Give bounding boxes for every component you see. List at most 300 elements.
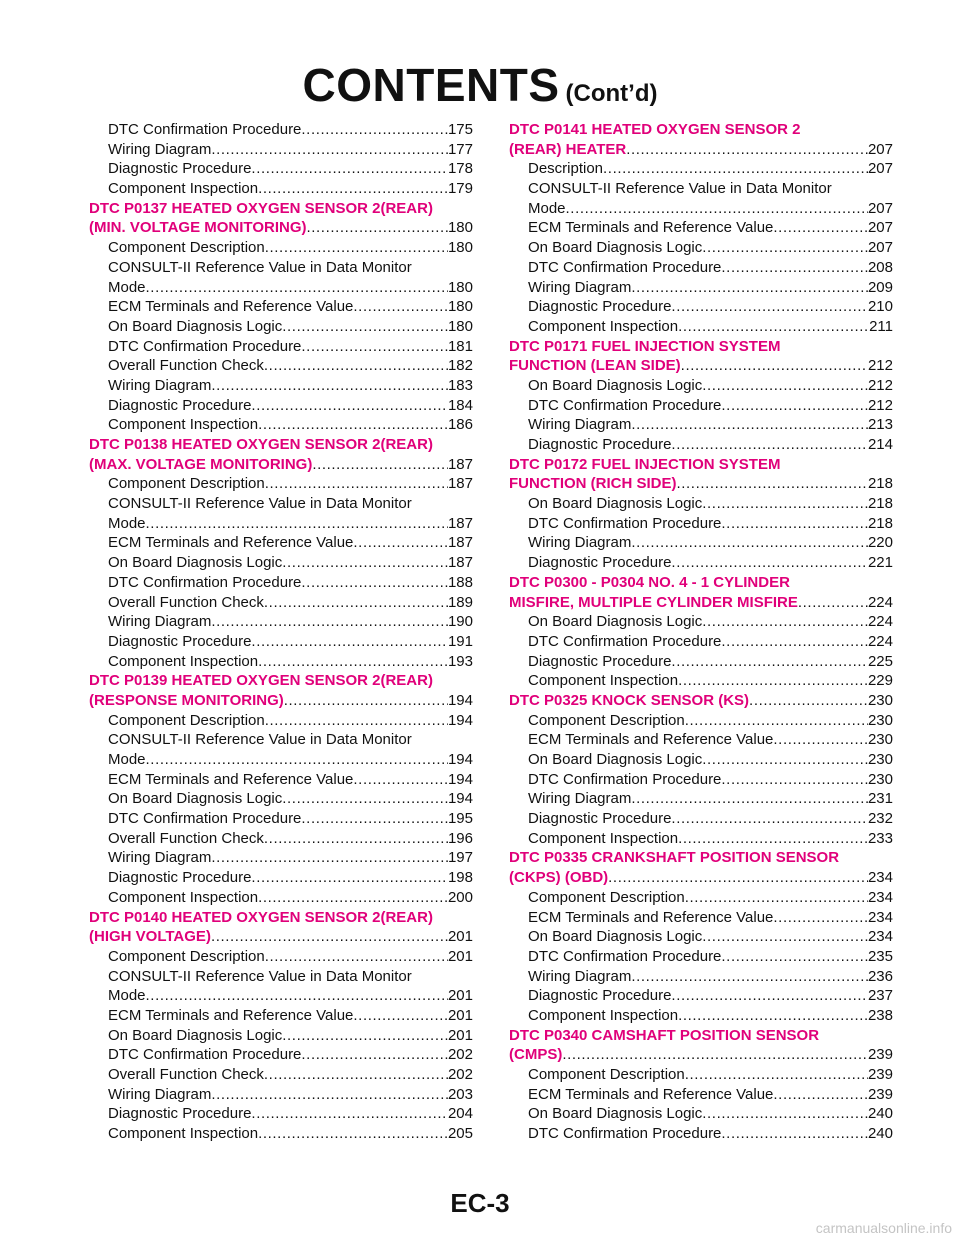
toc-section-heading[interactable] — [89, 927, 473, 947]
entry-text: ECM Terminals and Reference Value — [528, 1085, 774, 1103]
toc-entry[interactable] — [89, 848, 473, 868]
toc-section-heading-line: DTC P0139 HEATED OXYGEN SENSOR 2(REAR) — [89, 672, 433, 690]
toc-entry[interactable] — [509, 533, 893, 553]
page-number-ref: 200 — [447, 888, 473, 906]
toc-entry[interactable] — [509, 750, 893, 770]
page-number-ref: 187 — [447, 514, 473, 532]
page-number-ref: 237 — [867, 987, 893, 1005]
entry-text: ECM Terminals and Reference Value — [108, 1006, 354, 1024]
page-title — [0, 58, 960, 112]
leader-dots — [702, 494, 868, 514]
toc-entry[interactable] — [509, 789, 893, 809]
leader-dots — [353, 770, 448, 790]
toc-entry[interactable] — [509, 297, 893, 317]
page-number-ref: 230 — [867, 711, 893, 729]
entry-text: On Board Diagnosis Logic — [528, 928, 703, 946]
leader-dots — [301, 1045, 448, 1065]
toc-section-heading[interactable] — [89, 455, 473, 475]
entry-text: ECM Terminals and Reference Value — [108, 770, 354, 788]
leader-dots — [798, 593, 868, 613]
leader-dots — [749, 691, 868, 711]
entry-text: On Board Diagnosis Logic — [108, 1026, 283, 1044]
entry-text: Mode — [108, 514, 146, 532]
toc-entry[interactable] — [509, 967, 893, 987]
toc-entry[interactable] — [509, 396, 893, 416]
leader-dots — [608, 868, 868, 888]
leader-dots — [702, 376, 868, 396]
toc-entry[interactable] — [509, 376, 893, 396]
toc-section-heading[interactable] — [509, 474, 893, 494]
page-number-ref: 230 — [867, 770, 893, 788]
page-number-ref: 233 — [867, 829, 893, 847]
page-number-ref: 239 — [867, 1046, 893, 1064]
toc-entry[interactable] — [509, 1006, 893, 1026]
page-number-ref: 229 — [867, 672, 893, 690]
leader-dots — [264, 356, 448, 376]
leader-dots — [721, 770, 868, 790]
toc-entry[interactable] — [509, 1065, 893, 1085]
entry-text: ECM Terminals and Reference Value — [528, 908, 774, 926]
page-number-ref: 231 — [867, 790, 893, 808]
entry-text: Diagnostic Procedure — [108, 869, 252, 887]
page-number-ref: 184 — [447, 396, 473, 414]
page-number-ref: 201 — [447, 947, 473, 965]
leader-dots — [566, 199, 868, 219]
toc-entry[interactable] — [89, 1065, 473, 1085]
page-number-ref: 187 — [447, 475, 473, 493]
page-number-ref: 178 — [447, 160, 473, 178]
entry-text: DTC Confirmation Procedure — [528, 770, 722, 788]
toc-entry-text-line: CONSULT-II Reference Value in Data Monitor — [108, 258, 412, 276]
toc-entry[interactable] — [89, 159, 473, 179]
page-number-ref: 193 — [447, 652, 473, 670]
entry-text: DTC Confirmation Procedure — [528, 514, 722, 532]
toc-entry[interactable] — [89, 474, 473, 494]
toc-entry[interactable] — [509, 770, 893, 790]
leader-dots — [264, 593, 448, 613]
toc-entry[interactable] — [89, 1104, 473, 1124]
entry-text: Diagnostic Procedure — [528, 810, 672, 828]
leader-dots — [721, 396, 868, 416]
toc-entry[interactable] — [89, 573, 473, 593]
page-number-ref: 201 — [447, 1026, 473, 1044]
entry-text: Component Inspection — [108, 652, 259, 670]
entry-text: Description — [528, 160, 604, 178]
leader-dots — [677, 474, 868, 494]
toc-entry[interactable] — [509, 632, 893, 652]
toc-section-heading-line: DTC P0137 HEATED OXYGEN SENSOR 2(REAR) — [89, 199, 433, 217]
page-number-ref: 201 — [447, 987, 473, 1005]
page-number-ref: 232 — [867, 810, 893, 828]
page-number-ref: 205 — [447, 1125, 473, 1143]
toc-entry[interactable] — [509, 278, 893, 298]
entry-text: On Board Diagnosis Logic — [528, 495, 703, 513]
leader-dots — [265, 474, 448, 494]
leader-dots — [251, 396, 448, 416]
entry-text: Diagnostic Procedure — [528, 987, 672, 1005]
toc-entry[interactable] — [509, 829, 893, 849]
leader-dots — [681, 356, 868, 376]
leader-dots — [631, 533, 868, 553]
entry-text: ECM Terminals and Reference Value — [108, 298, 354, 316]
entry-text: Mode — [108, 987, 146, 1005]
toc-section-heading[interactable] — [509, 593, 893, 613]
page-number-ref: 182 — [447, 357, 473, 375]
page-number-ref: 180 — [447, 317, 473, 335]
entry-text: DTC Confirmation Procedure — [528, 258, 722, 276]
page-number-ref: 196 — [447, 829, 473, 847]
page-number-ref: 234 — [867, 908, 893, 926]
leader-dots — [702, 1104, 868, 1124]
entry-text: On Board Diagnosis Logic — [108, 790, 283, 808]
entry-text: Diagnostic Procedure — [528, 436, 672, 453]
page-number-ref: 204 — [447, 1105, 473, 1123]
page-number-ref: 224 — [867, 632, 893, 650]
toc-entry[interactable] — [89, 888, 473, 908]
entry-text: (CKPS) (OBD) — [509, 869, 609, 887]
entry-text: Component Description — [108, 711, 265, 729]
leader-dots — [721, 947, 868, 967]
leader-dots — [562, 1045, 868, 1065]
toc-entry[interactable] — [89, 947, 473, 967]
toc-entry[interactable] — [509, 514, 893, 534]
entry-text: Diagnostic Procedure — [108, 160, 252, 178]
page-number-ref: 234 — [867, 888, 893, 906]
toc-entry[interactable] — [89, 1085, 473, 1105]
entry-text: Component Description — [108, 239, 265, 257]
title-sub: (Cont’d) — [565, 80, 658, 107]
toc-entry[interactable] — [89, 356, 473, 376]
watermark: carmanualsonline.info — [815, 1220, 952, 1236]
page-number-ref: 214 — [867, 436, 893, 453]
page-number-ref: 183 — [447, 376, 473, 394]
page-number-ref: 194 — [447, 770, 473, 788]
entry-text: Mode — [108, 751, 146, 768]
entry-text: (RESPONSE MONITORING) — [89, 691, 284, 709]
page-number-ref: 234 — [867, 869, 893, 887]
entry-text: On Board Diagnosis Logic — [528, 1105, 703, 1123]
toc-entry[interactable] — [89, 1045, 473, 1065]
entry-text: On Board Diagnosis Logic — [528, 751, 703, 768]
toc-entry[interactable] — [89, 396, 473, 416]
entry-text: DTC Confirmation Procedure — [528, 1125, 722, 1143]
toc-entry[interactable] — [509, 258, 893, 278]
leader-dots — [773, 218, 868, 238]
entry-text: DTC Confirmation Procedure — [528, 632, 722, 650]
page-number-ref: 218 — [867, 514, 893, 532]
entry-text: Component Description — [108, 947, 265, 965]
page-number-ref: 212 — [867, 357, 893, 375]
toc-entry[interactable] — [89, 317, 473, 337]
page-number-ref: 203 — [447, 1085, 473, 1103]
toc-entry-text-line: CONSULT-II Reference Value in Data Monitor — [528, 180, 832, 198]
page-number-ref: 198 — [447, 869, 473, 887]
leader-dots — [685, 711, 868, 731]
leader-dots — [631, 278, 868, 298]
entry-text: Wiring Diagram — [108, 376, 212, 394]
toc-section-heading[interactable] — [509, 868, 893, 888]
entry-text: On Board Diagnosis Logic — [528, 239, 703, 257]
page-number-ref: 180 — [447, 219, 473, 237]
toc-column-left — [89, 120, 473, 1144]
page-number-ref: 201 — [447, 928, 473, 946]
toc-entry[interactable] — [509, 986, 893, 1006]
leader-dots — [282, 553, 448, 573]
toc-entry[interactable] — [509, 888, 893, 908]
entry-text: Overall Function Check — [108, 593, 264, 611]
leader-dots — [307, 218, 448, 238]
toc-entry[interactable] — [89, 415, 473, 435]
page-number-ref: 195 — [447, 810, 473, 828]
toc-entry[interactable] — [89, 179, 473, 199]
toc-entry[interactable] — [509, 238, 893, 258]
leader-dots — [678, 671, 868, 691]
entry-text: Wiring Diagram — [528, 534, 632, 552]
entry-text: DTC Confirmation Procedure — [108, 337, 302, 355]
leader-dots — [301, 573, 448, 593]
entry-text: Diagnostic Procedure — [108, 1105, 252, 1123]
leader-dots — [265, 711, 448, 731]
toc-entry[interactable] — [509, 1124, 893, 1144]
toc-entry[interactable] — [89, 514, 473, 534]
entry-text: ECM Terminals and Reference Value — [528, 731, 774, 749]
leader-dots — [671, 652, 868, 672]
entry-text: Component Inspection — [528, 672, 679, 690]
toc-entry[interactable] — [89, 652, 473, 672]
toc-entry[interactable] — [89, 1026, 473, 1046]
toc-entry[interactable] — [509, 159, 893, 179]
leader-dots — [721, 514, 868, 534]
toc-entry[interactable] — [89, 533, 473, 553]
page-number-ref: 230 — [867, 691, 893, 709]
toc-entry[interactable] — [89, 553, 473, 573]
entry-text: Diagnostic Procedure — [528, 652, 672, 670]
entry-text: ECM Terminals and Reference Value — [528, 219, 774, 237]
leader-dots — [146, 986, 448, 1006]
entry-text: (REAR) HEATER — [509, 140, 627, 158]
toc-section-heading[interactable] — [89, 218, 473, 238]
entry-text: Wiring Diagram — [528, 790, 632, 808]
toc-entry[interactable] — [509, 652, 893, 672]
page-number-ref: 207 — [867, 239, 893, 257]
page-number-ref: 208 — [867, 258, 893, 276]
toc-entry[interactable] — [509, 218, 893, 238]
page-number-ref: 175 — [447, 121, 473, 138]
toc-entry[interactable] — [89, 632, 473, 652]
page-number-ref: 235 — [867, 947, 893, 965]
toc-entry[interactable] — [509, 711, 893, 731]
toc-entry[interactable] — [509, 908, 893, 928]
page-number-ref: 187 — [447, 534, 473, 552]
toc-entry[interactable] — [509, 730, 893, 750]
toc-entry[interactable] — [89, 376, 473, 396]
toc-entry[interactable] — [509, 494, 893, 514]
toc-entry[interactable] — [509, 1085, 893, 1105]
toc-entry[interactable] — [89, 829, 473, 849]
toc-entry[interactable] — [509, 927, 893, 947]
toc-entry[interactable] — [89, 140, 473, 160]
entry-text: Overall Function Check — [108, 357, 264, 375]
leader-dots — [211, 1085, 448, 1105]
page-number-ref: 230 — [867, 751, 893, 768]
toc-section-heading[interactable] — [509, 691, 893, 711]
leader-dots — [301, 809, 448, 829]
toc-entry[interactable] — [509, 199, 893, 219]
page-number-ref: 188 — [447, 573, 473, 591]
toc-section-heading-line: DTC P0141 HEATED OXYGEN SENSOR 2 — [509, 121, 801, 138]
page-number-ref: 239 — [867, 1066, 893, 1083]
entry-text: On Board Diagnosis Logic — [108, 317, 283, 335]
entry-text: Diagnostic Procedure — [108, 632, 252, 650]
page-number-ref: 187 — [447, 455, 473, 473]
entry-text: DTC Confirmation Procedure — [108, 121, 302, 138]
toc-entry[interactable] — [509, 415, 893, 435]
entry-text: DTC Confirmation Procedure — [528, 947, 722, 965]
toc-entry[interactable] — [509, 947, 893, 967]
leader-dots — [301, 120, 448, 140]
toc-entry[interactable] — [89, 278, 473, 298]
entry-text: Component Inspection — [108, 416, 259, 434]
page-number-ref: 190 — [447, 613, 473, 631]
leader-dots — [146, 278, 448, 298]
entry-text: (MIN. VOLTAGE MONITORING) — [89, 219, 307, 237]
leader-dots — [258, 888, 448, 908]
entry-text: Overall Function Check — [108, 1066, 264, 1083]
page-number-ref: 212 — [867, 396, 893, 414]
toc-entry[interactable] — [509, 1104, 893, 1124]
toc-entry[interactable] — [89, 770, 473, 790]
leader-dots — [702, 612, 868, 632]
leader-dots — [264, 829, 448, 849]
toc-entry[interactable] — [509, 317, 893, 337]
toc-entry[interactable] — [509, 612, 893, 632]
page-number-ref: 194 — [447, 751, 473, 768]
toc-entry[interactable] — [89, 612, 473, 632]
toc-column-right — [509, 120, 893, 1144]
toc-section-heading[interactable] — [509, 356, 893, 376]
leader-dots — [685, 888, 868, 908]
page-number-ref: 239 — [867, 1085, 893, 1103]
page-number-ref: 179 — [447, 180, 473, 198]
toc-section-heading-line: DTC P0340 CAMSHAFT POSITION SENSOR — [509, 1026, 820, 1044]
toc-entry[interactable] — [89, 1006, 473, 1026]
leader-dots — [671, 553, 868, 573]
toc-entry[interactable] — [89, 1124, 473, 1144]
toc-entry[interactable] — [509, 553, 893, 573]
page-number-ref: 177 — [447, 140, 473, 158]
page-number-ref: 186 — [447, 416, 473, 434]
entry-text: Diagnostic Procedure — [528, 298, 672, 316]
leader-dots — [146, 750, 448, 770]
toc-entry[interactable] — [509, 435, 893, 455]
entry-text: ECM Terminals and Reference Value — [108, 534, 354, 552]
page-number-ref: 218 — [867, 475, 893, 493]
page-number-ref: 238 — [867, 1006, 893, 1024]
toc-entry[interactable] — [89, 868, 473, 888]
leader-dots — [312, 455, 448, 475]
page-number-ref: 201 — [447, 1006, 473, 1024]
page-number-ref: 207 — [867, 160, 893, 178]
leader-dots — [251, 632, 448, 652]
toc-entry[interactable] — [89, 750, 473, 770]
leader-dots — [258, 179, 448, 199]
page-number-ref: 220 — [867, 534, 893, 552]
toc-entry[interactable] — [509, 809, 893, 829]
leader-dots — [631, 415, 868, 435]
entry-text: MISFIRE, MULTIPLE CYLINDER MISFIRE — [509, 593, 798, 611]
toc-entry[interactable] — [89, 238, 473, 258]
toc-entry[interactable] — [89, 986, 473, 1006]
entry-text: Diagnostic Procedure — [528, 554, 672, 572]
page-number-ref: 224 — [867, 613, 893, 631]
toc-section-heading[interactable] — [509, 1045, 893, 1065]
entry-text: FUNCTION (LEAN SIDE) — [509, 357, 681, 375]
toc-section-heading-line: DTC P0140 HEATED OXYGEN SENSOR 2(REAR) — [89, 908, 433, 926]
page-number-ref: 218 — [867, 495, 893, 513]
leader-dots — [146, 514, 448, 534]
entry-text: On Board Diagnosis Logic — [108, 554, 283, 572]
toc-section-heading-line: DTC P0138 HEATED OXYGEN SENSOR 2(REAR) — [89, 436, 433, 453]
leader-dots — [631, 789, 868, 809]
leader-dots — [353, 297, 448, 317]
entry-text: Component Inspection — [528, 1006, 679, 1024]
leader-dots — [258, 1124, 448, 1144]
leader-dots — [211, 848, 448, 868]
toc-entry[interactable] — [509, 671, 893, 691]
entry-text: DTC P0325 KNOCK SENSOR (KS) — [509, 691, 750, 709]
page-number-ref: 213 — [867, 416, 893, 434]
toc-section-heading[interactable] — [89, 691, 473, 711]
leader-dots — [282, 1026, 448, 1046]
entry-text: DTC Confirmation Procedure — [108, 1046, 302, 1064]
entry-text: Wiring Diagram — [108, 849, 212, 867]
leader-dots — [685, 1065, 868, 1085]
entry-text: Component Description — [528, 888, 685, 906]
toc-entry[interactable] — [89, 337, 473, 357]
page-number-ref: 187 — [447, 554, 473, 572]
entry-text: Component Inspection — [108, 180, 259, 198]
toc-entry[interactable] — [89, 297, 473, 317]
toc-entry[interactable] — [89, 809, 473, 829]
entry-text: DTC Confirmation Procedure — [528, 396, 722, 414]
leader-dots — [671, 986, 868, 1006]
page-number-ref: 194 — [447, 691, 473, 709]
toc-entry[interactable] — [89, 120, 473, 140]
toc-section-heading[interactable] — [509, 140, 893, 160]
page-number-ref: 191 — [447, 632, 473, 650]
toc-entry[interactable] — [89, 789, 473, 809]
leader-dots — [284, 691, 448, 711]
page-number-ref: 209 — [867, 278, 893, 296]
toc-entry[interactable] — [89, 593, 473, 613]
entry-text: On Board Diagnosis Logic — [528, 376, 703, 394]
entry-text: Mode — [108, 278, 146, 296]
leader-dots — [251, 868, 448, 888]
entry-text: Component Inspection — [108, 1125, 259, 1143]
entry-text: Component Description — [528, 711, 685, 729]
toc-entry[interactable] — [89, 711, 473, 731]
toc-entry-text-line: CONSULT-II Reference Value in Data Monitor — [108, 731, 412, 749]
page-number-ref: 207 — [867, 219, 893, 237]
page-number-ref: 240 — [867, 1125, 893, 1143]
entry-text: Diagnostic Procedure — [108, 396, 252, 414]
leader-dots — [671, 809, 868, 829]
leader-dots — [702, 750, 868, 770]
leader-dots — [773, 908, 868, 928]
entry-text: Component Inspection — [528, 317, 679, 335]
entry-text: (MAX. VOLTAGE MONITORING) — [89, 455, 313, 473]
entry-text: Wiring Diagram — [108, 613, 212, 631]
